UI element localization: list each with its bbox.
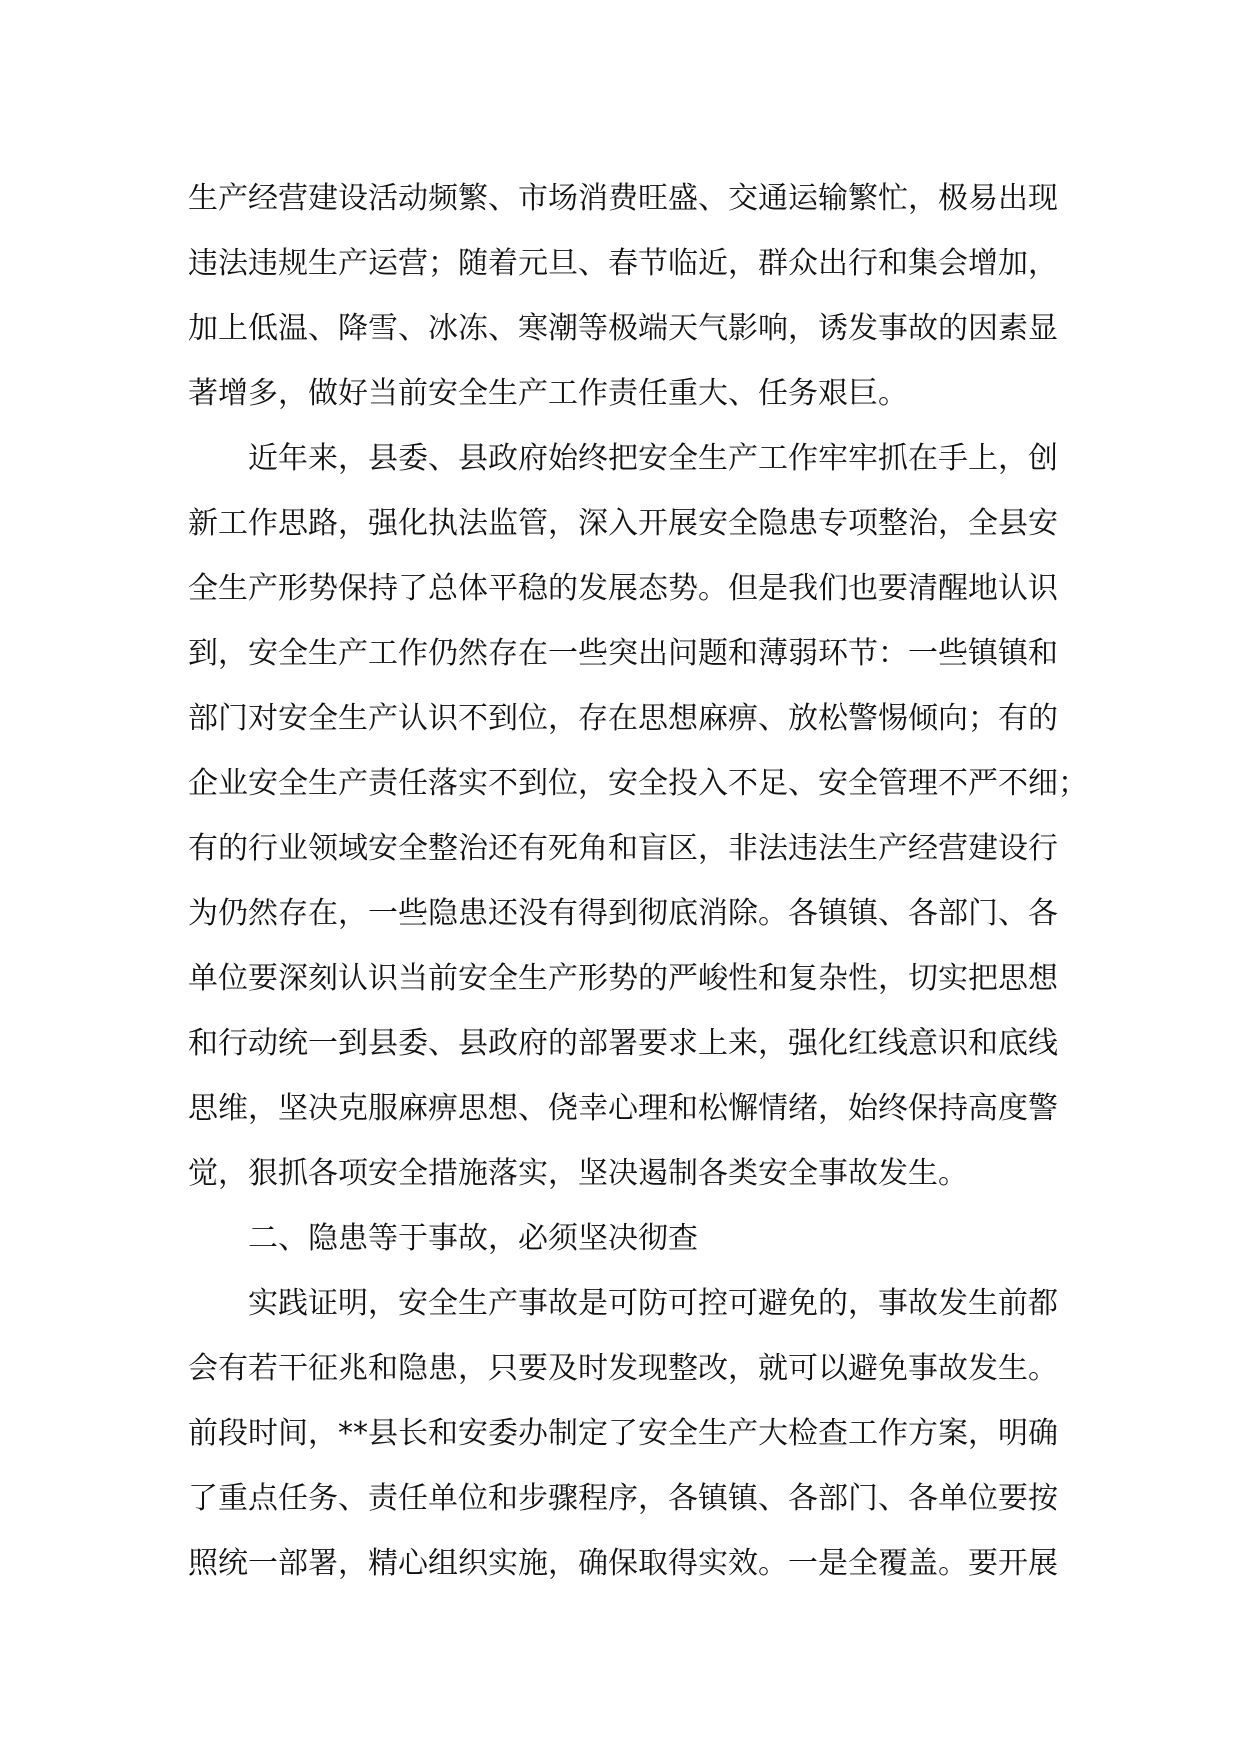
section-heading: 二、隐患等于事故，必须坚决彻查 [248,1221,698,1256]
text-line: 企业安全生产责任落实不到位，安全投入不足、安全管理不严不细； [188,766,1088,801]
text-line: 单位要深刻认识当前安全生产形势的严峻性和复杂性，切实把思想 [188,961,1058,996]
text-line: 了重点任务、责任单位和步骤程序，各镇镇、各部门、各单位要按 [188,1481,1058,1516]
text-line: 觉，狠抓各项安全措施落实，坚决遏制各类安全事故发生。 [188,1156,968,1191]
text-line: 全生产形势保持了总体平稳的发展态势。但是我们也要清醒地认识 [188,571,1058,606]
text-line: 有的行业领域安全整治还有死角和盲区，非法违法生产经营建设行 [188,831,1058,866]
text-line: 前段时间，**县长和安委办制定了安全生产大检查工作方案，明确 [188,1416,1058,1451]
paragraph-start-line: 近年来，县委、县政府始终把安全生产工作牢牢抓在手上，创 [248,441,1058,476]
text-line: 为仍然存在，一些隐患还没有得到彻底消除。各镇镇、各部门、各 [188,896,1058,931]
text-line: 加上低温、降雪、冰冻、寒潮等极端天气影响，诱发事故的因素显 [188,311,1058,346]
text-line: 部门对安全生产认识不到位，存在思想麻痹、放松警惕倾向；有的 [188,701,1058,736]
text-line: 到，安全生产工作仍然存在一些突出问题和薄弱环节：一些镇镇和 [188,636,1058,671]
text-line: 会有若干征兆和隐患，只要及时发现整改，就可以避免事故发生。 [188,1351,1058,1386]
paragraph-start-line: 实践证明，安全生产事故是可防可控可避免的，事故发生前都 [248,1286,1058,1321]
text-line: 著增多，做好当前安全生产工作责任重大、任务艰巨。 [188,376,908,411]
text-line: 新工作思路，强化执法监管，深入开展安全隐患专项整治，全县安 [188,506,1058,541]
text-line: 照统一部署，精心组织实施，确保取得实效。一是全覆盖。要开展 [188,1546,1058,1581]
document-body [188,166,1088,1596]
text-line: 生产经营建设活动频繁、市场消费旺盛、交通运输繁忙，极易出现 [188,181,1058,216]
text-line: 违法违规生产运营；随着元旦、春节临近，群众出行和集会增加， [188,246,1058,281]
text-line: 和行动统一到县委、县政府的部署要求上来，强化红线意识和底线 [188,1026,1058,1061]
text-line: 思维，坚决克服麻痹思想、侥幸心理和松懈情绪，始终保持高度警 [188,1091,1058,1126]
